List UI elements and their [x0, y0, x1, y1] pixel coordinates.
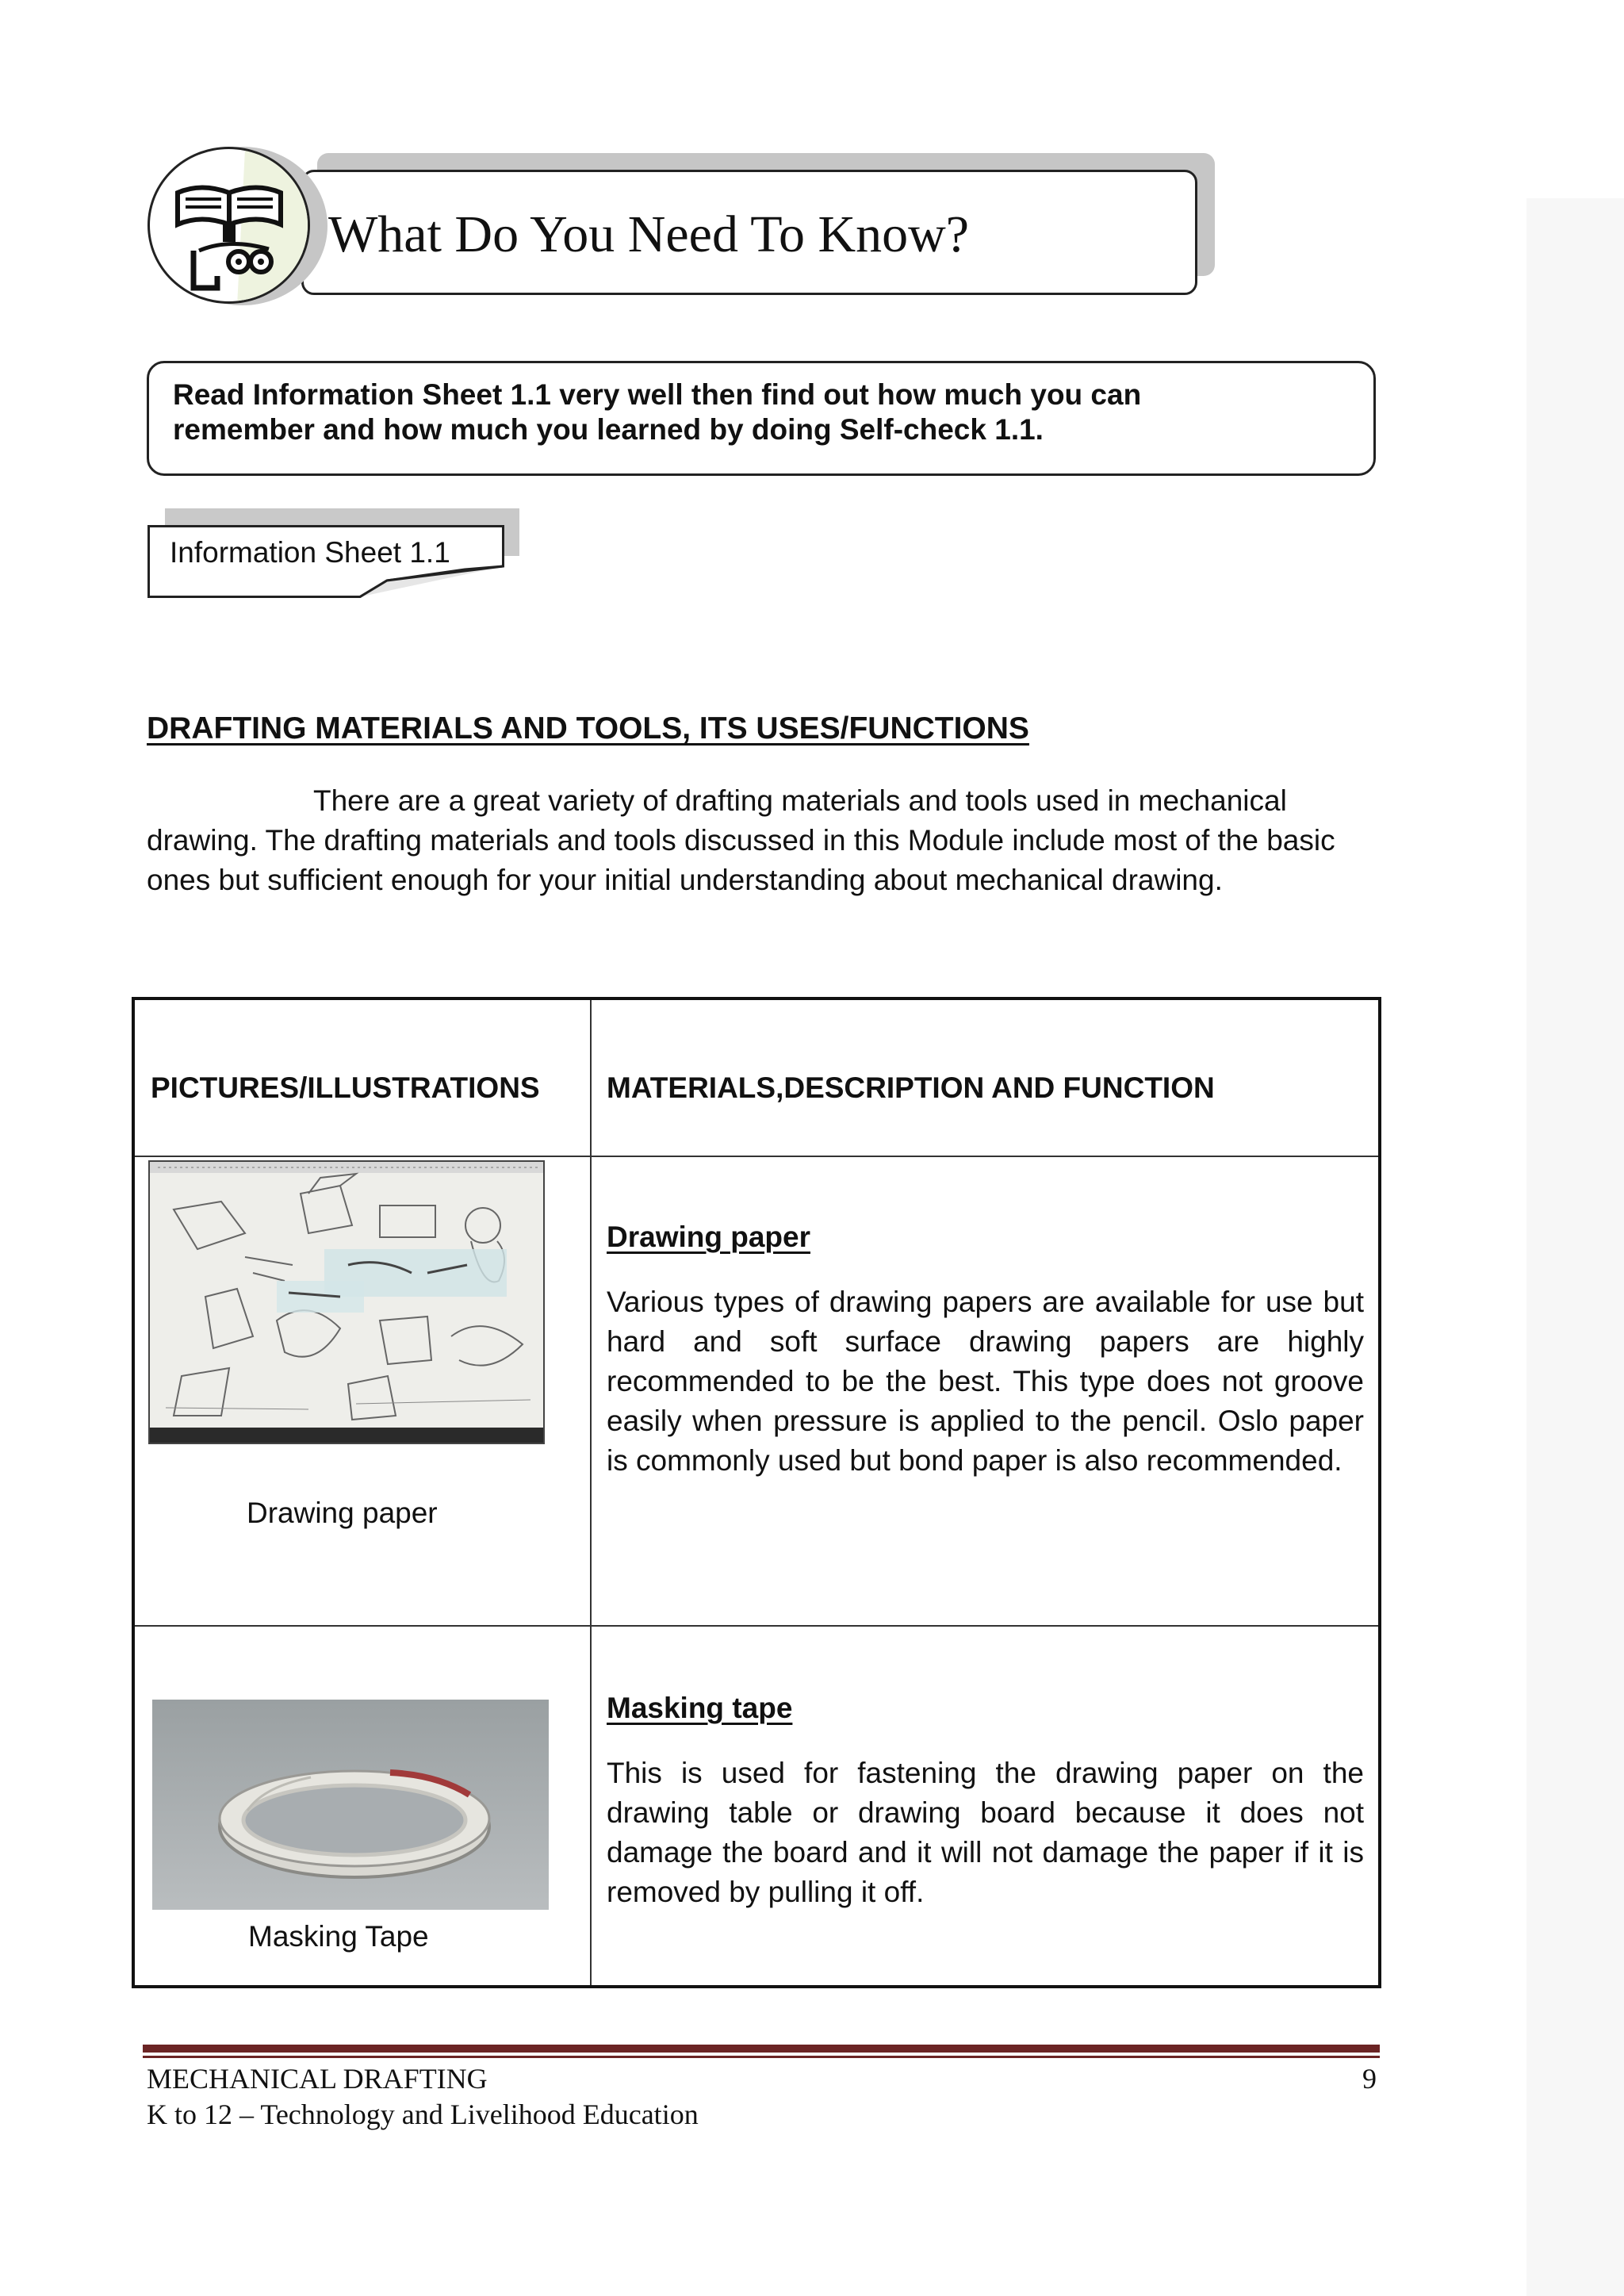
book-and-reader-icon [147, 147, 310, 304]
picture-cell [133, 1156, 591, 1626]
intro-rest: drawing. The drafting materials and tools discussed in this Module include most of the basic ones but sufficient enough for your initial understanding about mechanical drawing. [147, 824, 1335, 896]
description-cell [591, 1156, 1380, 1626]
intro-line-1: There are a great variety of drafting materials and tools used in mechanical [313, 784, 1287, 817]
picture-caption: Masking Tape [248, 1920, 429, 1953]
footer-rule [143, 2045, 1380, 2053]
header-materials: MATERIALS,DESCRIPTION AND FUNCTION [607, 1071, 1215, 1104]
page-title: What Do You Need To Know? [328, 205, 970, 263]
picture-caption: Drawing paper [247, 1497, 438, 1529]
page-number: 9 [1362, 2063, 1377, 2095]
masking-tape-image [152, 1700, 549, 1910]
description-cell [591, 1626, 1380, 1987]
material-name: Masking tape [607, 1692, 793, 1724]
info-sheet-label: Information Sheet 1.1 [170, 536, 450, 569]
materials-table [132, 997, 1381, 1988]
header-pictures: PICTURES/ILLUSTRATIONS [151, 1071, 540, 1104]
footer-subject: MECHANICAL DRAFTING [147, 2063, 488, 2095]
page-edge [1526, 198, 1624, 2296]
material-name: Drawing paper [607, 1221, 810, 1253]
table-row [133, 1626, 1380, 1987]
footer-rule-thin [143, 2056, 1380, 2058]
picture-cell [133, 1626, 591, 1987]
table-header-cell [133, 999, 591, 1156]
intro-paragraph [147, 781, 1376, 900]
material-description: Various types of drawing papers are available for use but hard and soft surface drawing papers are highly recommended to be the best. This type does not groove easily when pressure is applied to the pencil. Oslo paper is commonly used but bond paper is also recommended. [607, 1286, 1364, 1477]
instruction-text: Read Information Sheet 1.1 very well then find out how much you can remember and how much you learned by doing Self-check 1.1. [173, 378, 1142, 446]
footer-program: K to 12 – Technology and Livelihood Education [147, 2099, 699, 2130]
section-title: DRAFTING MATERIALS AND TOOLS, ITS USES/FUNCTIONS [147, 711, 1029, 746]
material-description: This is used for fastening the drawing paper on the drawing table or drawing board because it does not damage the board and it will not damage the paper if it is removed by pulling it off. [607, 1757, 1364, 1908]
drawing-paper-image [148, 1160, 545, 1444]
table-row [133, 1156, 1380, 1626]
table-header-cell [591, 999, 1380, 1156]
table-header-row [133, 999, 1380, 1156]
